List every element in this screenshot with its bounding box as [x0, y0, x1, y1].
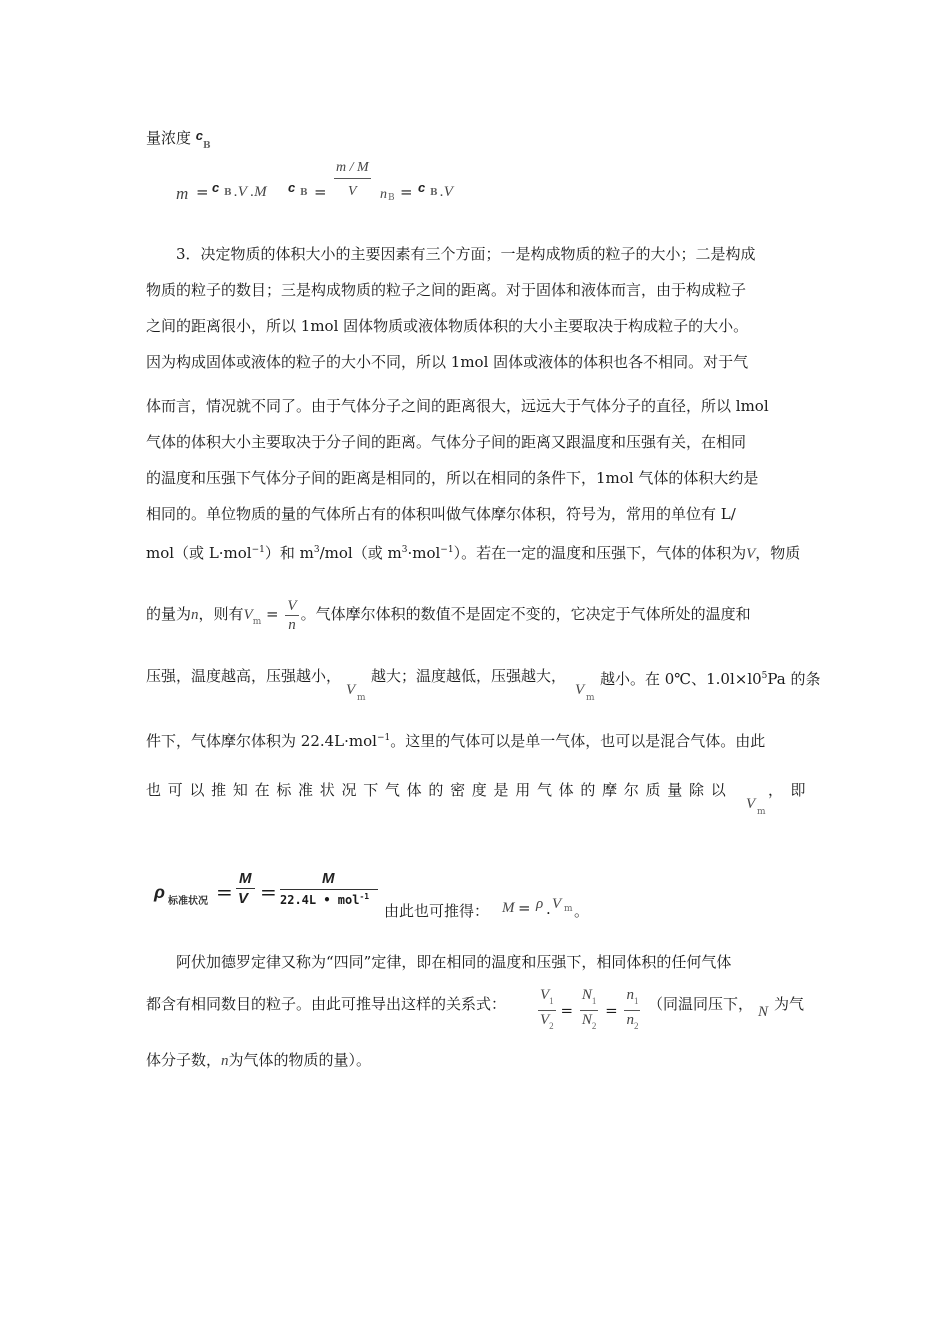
- text: 体分子数，: [146, 1051, 222, 1069]
- text: Pa 的条: [767, 670, 821, 688]
- superscript: 5: [761, 671, 768, 681]
- superscript: −1: [376, 733, 391, 743]
- fraction: [580, 986, 599, 1035]
- symbol-N: N: [758, 1004, 769, 1020]
- spaced-char: 的: [428, 781, 444, 799]
- fraction-denominator: V: [238, 890, 249, 907]
- subscript: B: [300, 188, 308, 198]
- spaced-char: 是: [493, 781, 509, 799]
- spaced-char: 准: [298, 781, 314, 799]
- subscript: 2: [549, 1021, 554, 1031]
- spaced-char: 标: [276, 781, 292, 799]
- formula-part: .V .M: [234, 184, 267, 200]
- text: [600, 666, 821, 689]
- text: 。这里的气体可以是单一气体，也可以是混合气体。由此: [390, 732, 766, 750]
- paragraph-line: 物质的粒子的数目；三是构成物质的粒子之间的距离。对于固体和液体而言，由于构成粒子: [146, 281, 747, 299]
- spaced-char: 体: [558, 781, 574, 799]
- paragraph-line: 因为构成固体或液体的粒子的大小不同，所以 1mol 固体或液体的体积也各不相同。对于气: [146, 353, 749, 371]
- paragraph-line: [146, 540, 800, 564]
- subscript: 2: [633, 1021, 639, 1031]
- spaced-char: 尔: [623, 781, 639, 799]
- spaced-char: 除: [688, 781, 704, 799]
- symbol-c: c: [288, 180, 296, 195]
- paragraph-line: [146, 986, 816, 1036]
- fraction-denominator: n: [288, 616, 296, 633]
- paragraph-line: [146, 666, 821, 706]
- paragraph-line: [146, 596, 751, 640]
- text: ）。若在一定的温度和压强下，气体的体积为: [453, 544, 747, 562]
- fraction: [285, 597, 298, 634]
- symbol-n: n: [380, 187, 387, 202]
- subscript: m: [252, 617, 262, 627]
- symbol-m: m: [176, 184, 189, 203]
- spaced-char: 以: [710, 781, 726, 799]
- spaced-char: 度: [471, 781, 487, 799]
- spaced-char: 状: [319, 781, 335, 799]
- fraction-denominator: [580, 1011, 599, 1035]
- spaced-char: 量: [667, 781, 683, 799]
- text: 22.4L • mol: [280, 893, 360, 907]
- symbol-V: V: [575, 682, 585, 698]
- equals: =: [314, 183, 327, 201]
- subscript: B: [430, 188, 438, 198]
- fraction-numerator: M: [236, 870, 255, 889]
- symbol-V: V: [552, 896, 562, 912]
- fraction-numerator: m / M: [334, 160, 371, 179]
- spaced-char: 知: [232, 781, 248, 799]
- fraction-bar: [280, 889, 378, 890]
- symbol-V: V: [540, 987, 550, 1003]
- subscript: 标准状况: [168, 896, 208, 907]
- text: ，则有: [198, 605, 244, 623]
- fraction: [538, 986, 642, 1035]
- symbol-c: c: [418, 180, 426, 195]
- symbol-c: c: [212, 180, 220, 195]
- text: 压强，温度越高，压强越小，: [146, 667, 342, 685]
- spaced-char: 在: [254, 781, 270, 799]
- text: （同温同压下，: [648, 995, 754, 1013]
- subscript: m: [564, 904, 573, 914]
- text: 为气: [774, 995, 805, 1013]
- formula-part: .V: [440, 184, 453, 200]
- spaced-char: 气: [536, 781, 552, 799]
- paragraph-line: 体而言，情况就不同了。由于气体分子之间的距离很大，远远大于气体分子的直径，所以 lmol: [146, 397, 769, 415]
- superscript: 3: [313, 545, 320, 555]
- subscript: 2: [591, 1021, 597, 1031]
- text: ）和 m: [264, 544, 314, 562]
- subscript: 1: [633, 996, 639, 1006]
- paragraph-line: 之间的距离很小，所以 1mol 固体物质或液体物质体积的大小主要取决于构成粒子的大小。: [146, 317, 749, 335]
- paragraph-line: 3．决定物质的体积大小的主要因素有三个方面；一是构成物质的粒子的大小；二是构成: [176, 245, 756, 263]
- symbol-n: n: [191, 607, 199, 623]
- fraction-numerator: [580, 986, 599, 1011]
- text: ， 即: [768, 781, 806, 799]
- text: 越小。在 0℃、1.0l×l0: [600, 670, 762, 688]
- equals: =: [400, 183, 413, 201]
- spaced-char: 推: [211, 781, 227, 799]
- subscript: B: [388, 193, 395, 203]
- symbol-V: V: [540, 1012, 550, 1028]
- subscript: 1: [549, 996, 554, 1006]
- subscript: m: [357, 693, 366, 703]
- symbol-V: V: [346, 682, 356, 698]
- formula-line-2: [154, 870, 674, 920]
- symbol-V: V: [746, 796, 756, 812]
- symbol-N: N: [581, 1012, 592, 1028]
- spaced-char: 况: [341, 781, 357, 799]
- spaced-char: 气: [384, 781, 400, 799]
- spaced-char: 也: [146, 781, 162, 799]
- spaced-char: 密: [450, 781, 466, 799]
- fraction: [624, 986, 640, 1035]
- fraction-denominator: [280, 892, 369, 907]
- symbol-c: c: [195, 128, 204, 143]
- text: 为气体的物质的量）。: [228, 1051, 372, 1069]
- fraction: [538, 986, 556, 1035]
- paragraph-line: [146, 780, 806, 820]
- equals: =: [605, 1001, 618, 1020]
- superscript: −1: [440, 545, 454, 555]
- equals: =: [560, 1001, 574, 1020]
- superscript: -1: [359, 892, 370, 901]
- text: 的量为: [146, 605, 192, 623]
- symbol-rho: ρ: [154, 882, 165, 902]
- equals: =: [260, 880, 277, 904]
- spaced-char: 下: [363, 781, 379, 799]
- text: /mol（或 m: [319, 544, 402, 562]
- fraction-numerator: [538, 986, 556, 1011]
- paragraph-line: 气体的体积大小主要取决于分子间的距离。气体分子间的距离又跟温度和压强有关，在相同: [146, 433, 747, 451]
- symbol-rho: ρ: [536, 896, 544, 912]
- spaced-char: 以: [189, 781, 205, 799]
- subscript: m: [586, 693, 595, 703]
- subscript: B: [203, 141, 211, 151]
- spaced-char: 体: [406, 781, 422, 799]
- paragraph-line: [146, 1050, 371, 1071]
- paragraph-line: 相同的。单位物质的量的气体所占有的体积叫做气体摩尔体积，符号为，常用的单位有 L/: [146, 505, 736, 523]
- fraction-denominator: [624, 1011, 640, 1035]
- spaced-char: 质: [645, 781, 661, 799]
- symbol-n: n: [626, 1012, 634, 1028]
- text: 。气体摩尔体积的数值不是固定不变的，它决定于气体所处的温度和: [300, 605, 751, 623]
- symbol-V: V: [243, 607, 253, 623]
- text: ，物质: [755, 544, 801, 562]
- spaced-char: 用: [515, 781, 531, 799]
- symbol-M: M: [502, 900, 515, 916]
- text: ·mol: [407, 544, 441, 562]
- paragraph-line: [146, 126, 211, 156]
- spaced-char: 摩: [602, 781, 618, 799]
- text: 。: [574, 902, 590, 920]
- superscript: −1: [251, 545, 265, 555]
- text: 越大；温度越低，压强越大，: [371, 667, 567, 685]
- fraction-denominator: [538, 1011, 556, 1035]
- text: 量浓度: [146, 129, 192, 147]
- superscript: 3: [401, 545, 408, 555]
- equals: =: [266, 605, 279, 623]
- dot: .: [546, 900, 551, 918]
- fraction-numerator: M: [322, 870, 335, 887]
- fraction-denominator: V: [348, 184, 357, 199]
- fraction-numerator: V: [287, 597, 297, 614]
- subscript: B: [224, 188, 232, 198]
- paragraph-line: 的温度和压强下气体分子间的距离是相同的，所以在相同的条件下，1mol 气体的体积大约是: [146, 469, 759, 487]
- text: 都含有相同数目的粒子。由此可推导出这样的关系式：: [146, 995, 507, 1013]
- text: 由此也可推得：: [384, 902, 490, 920]
- paragraph-line: [146, 728, 765, 751]
- spaced-text: [146, 780, 726, 800]
- fraction-numerator: [624, 986, 640, 1011]
- equals: =: [196, 183, 209, 201]
- equals: =: [518, 899, 531, 917]
- spaced-char: 的: [580, 781, 596, 799]
- spaced-char: 可: [167, 781, 183, 799]
- symbol-n: n: [626, 987, 634, 1003]
- paragraph-line: 阿伏加德罗定律又称为“四同”定律，即在相同的温度和压强下，相同体积的任何气体: [176, 953, 732, 971]
- symbol-N: N: [581, 987, 592, 1003]
- equals: =: [216, 880, 233, 904]
- text: 件下，气体摩尔体积为 22.4L·mol: [146, 732, 377, 750]
- symbol-V: V: [746, 546, 756, 562]
- text: mol（或 L·mol: [146, 544, 252, 562]
- symbol-n: n: [221, 1053, 229, 1069]
- subscript: 1: [591, 996, 597, 1006]
- subscript: m: [757, 807, 766, 817]
